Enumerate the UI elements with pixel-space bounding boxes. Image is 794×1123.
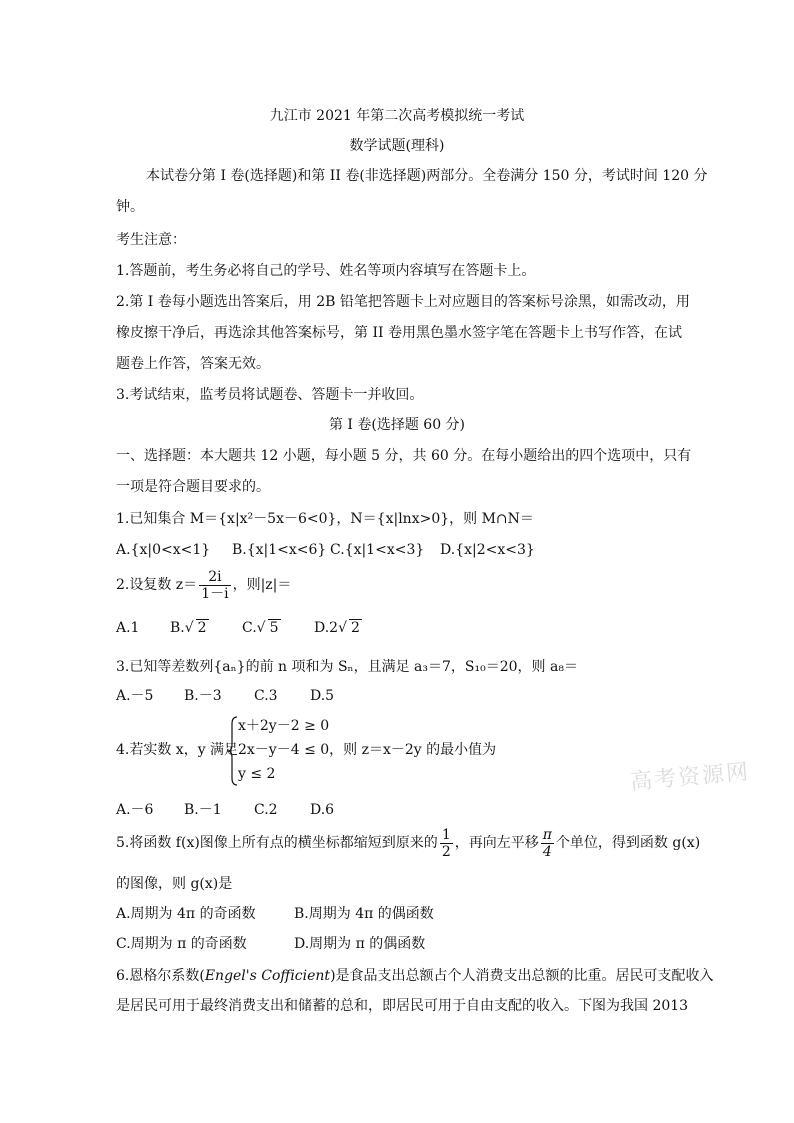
q5-fraction-half-numerator: 1 (441, 826, 451, 843)
q5-fraction-half-denominator: 2 (441, 843, 451, 860)
section-desc-line-2: 一项是符合题目要求的。 (116, 479, 270, 495)
q2-option-c-label: C. (242, 620, 257, 636)
q4-option-a: A.－6 (116, 802, 154, 818)
q4-brace (228, 716, 238, 786)
intro-line-2: 钟。 (116, 199, 144, 215)
q3-option-b: B.－3 (184, 688, 222, 704)
q2-option-b-label: B. (170, 620, 185, 636)
notice-item-2-line-3: 题卷上作答，答案无效。 (116, 356, 270, 372)
q2-option-c-radicand: 5 (269, 620, 279, 636)
q5-stem-pre: 5.将函数 f(x)图像上所有点的横坐标都缩短到原来的 (116, 835, 438, 851)
exam-subtitle: 数学试题(理科) (349, 138, 445, 154)
q4-option-c: C.2 (254, 802, 278, 818)
q2-option-d: D.2√ 2 (314, 620, 360, 636)
q5-line-2: 的图像，则 g(x)是 (116, 876, 233, 892)
q1-option-c: C.{x|1<x<3} (330, 542, 425, 558)
q6-line-1 (116, 966, 714, 986)
section-desc-line-1: 一、选择题：本大题共 12 小题，每小题 5 分，共 60 分。在每小题给出的四个选项中，只有 (116, 448, 692, 464)
q4-stem-pre: 4.若实数 x，y 满足 (116, 742, 239, 758)
q3-option-a: A.－5 (116, 688, 154, 704)
exam-title: 九江市 2021 年第二次高考模拟统一考试 (269, 108, 525, 124)
q5-option-c: C.周期为 π 的奇函数 (116, 936, 247, 952)
q4-constraint-2-text: 2x－y－4 ≤ 0 (238, 742, 330, 758)
q1-options (116, 540, 535, 560)
q5-stem (116, 824, 700, 862)
q2-option-a: A.1 (116, 620, 140, 636)
notice-item-2-line-1: 2.第 I 卷每小题选出答案后，用 2B 铅笔把答题卡上对应题目的答案标号涂黑，如需改动，用 (116, 294, 690, 310)
q5-fraction-shift (541, 827, 554, 860)
q4-option-d: D.6 (310, 802, 335, 818)
q5-options-row-2 (116, 934, 425, 954)
q2-fraction-numerator: 2i (199, 569, 230, 586)
q2-fraction (199, 569, 230, 602)
q6-line-1-post: )是食品支出总额占个人消费支出总额的比重。居民可支配收入 (330, 968, 714, 984)
brace-icon (228, 716, 238, 786)
q6-line-2: 是居民可用于最终消费支出和储蓄的总和，即居民可用于自由支配的收入。下图为我国 2013 (116, 998, 689, 1014)
q5-fraction-shift-numerator: π (542, 826, 552, 843)
q2-stem-post: ，则|z|＝ (232, 577, 292, 593)
q4-option-b: B.－1 (184, 802, 222, 818)
q2-option-d-radicand: 2 (351, 620, 360, 636)
q4-constraint-2 (238, 740, 496, 760)
q5-fraction-shift-denominator: 4 (542, 843, 552, 860)
q1-option-a: A.{x|0<x<1} (116, 542, 211, 558)
q3-option-d: D.5 (310, 688, 335, 704)
q5-options-row-1 (116, 904, 434, 924)
section-title: 第 I 卷(选择题 60 分) (328, 417, 466, 433)
q2-option-c: C.√ 5 (242, 620, 279, 636)
q3-option-c: C.3 (254, 688, 278, 704)
notice-item-1: 1.答题前，考生务必将自己的学号、姓名等项内容填写在答题卡上。 (116, 263, 536, 279)
q5-option-a: A.周期为 4π 的奇函数 (116, 906, 256, 922)
q5-stem-post: 个单位，得到函数 g(x) (555, 835, 701, 851)
notice-heading: 考生注意： (116, 232, 186, 248)
q5-option-b: B.周期为 4π 的偶函数 (294, 906, 434, 922)
q5-option-d: D.周期为 π 的偶函数 (294, 936, 426, 952)
q2-options (116, 618, 362, 638)
notice-item-3: 3.考试结束，监考员将试题卷、答题卡一并收回。 (116, 387, 424, 403)
notice-item-2-line-2: 橡皮擦干净后，再选涂其他答案标号，第 II 卷用黑色墨水签字笔在答题卡上书写作答，在试 (116, 325, 682, 341)
intro-line-1: 本试卷分第 I 卷(选择题)和第 II 卷(非选择题)两部分。全卷满分 150 分，考试时间 120 分 (146, 168, 708, 184)
q5-stem-mid: ，再向左平移 (454, 835, 539, 851)
q1-stem: 1.已知集合 M＝{x|x²－5x－6<0}，N＝{x|lnx>0}，则 M∩N＝ (116, 511, 534, 527)
q3-options (116, 686, 334, 706)
watermark: 高考资源网 (629, 759, 752, 796)
q2-option-b: B.√ 2 (170, 620, 207, 636)
q2-stem-pre: 2.设复数 z＝ (116, 577, 198, 593)
q2-option-d-label: D.2 (314, 620, 339, 636)
q4-options (116, 800, 334, 820)
q6-line-1-italic: Engel's Cofficient (204, 968, 331, 984)
q2-stem (116, 566, 291, 604)
q2-option-b-radicand: 2 (197, 620, 207, 636)
q1-option-b: B.{x|1<x<6} (232, 542, 327, 558)
q6-line-1-pre: 6.恩格尔系数( (116, 968, 205, 984)
q4-constraint-1: x＋2y－2 ≥ 0 (238, 718, 330, 734)
q2-fraction-denominator: 1－i (201, 585, 229, 602)
q3-stem: 3.已知等差数列{aₙ}的前 n 项和为 Sₙ，且满足 a₃＝7，S₁₀＝20，则 a₈＝ (116, 659, 578, 675)
q4-constraint-3: y ≤ 2 (238, 766, 276, 782)
q4-stem-post: ，则 z＝x－2y 的最小值为 (329, 742, 497, 758)
q1-option-d: D.{x|2<x<3} (440, 542, 535, 558)
q5-fraction-half (440, 827, 453, 860)
